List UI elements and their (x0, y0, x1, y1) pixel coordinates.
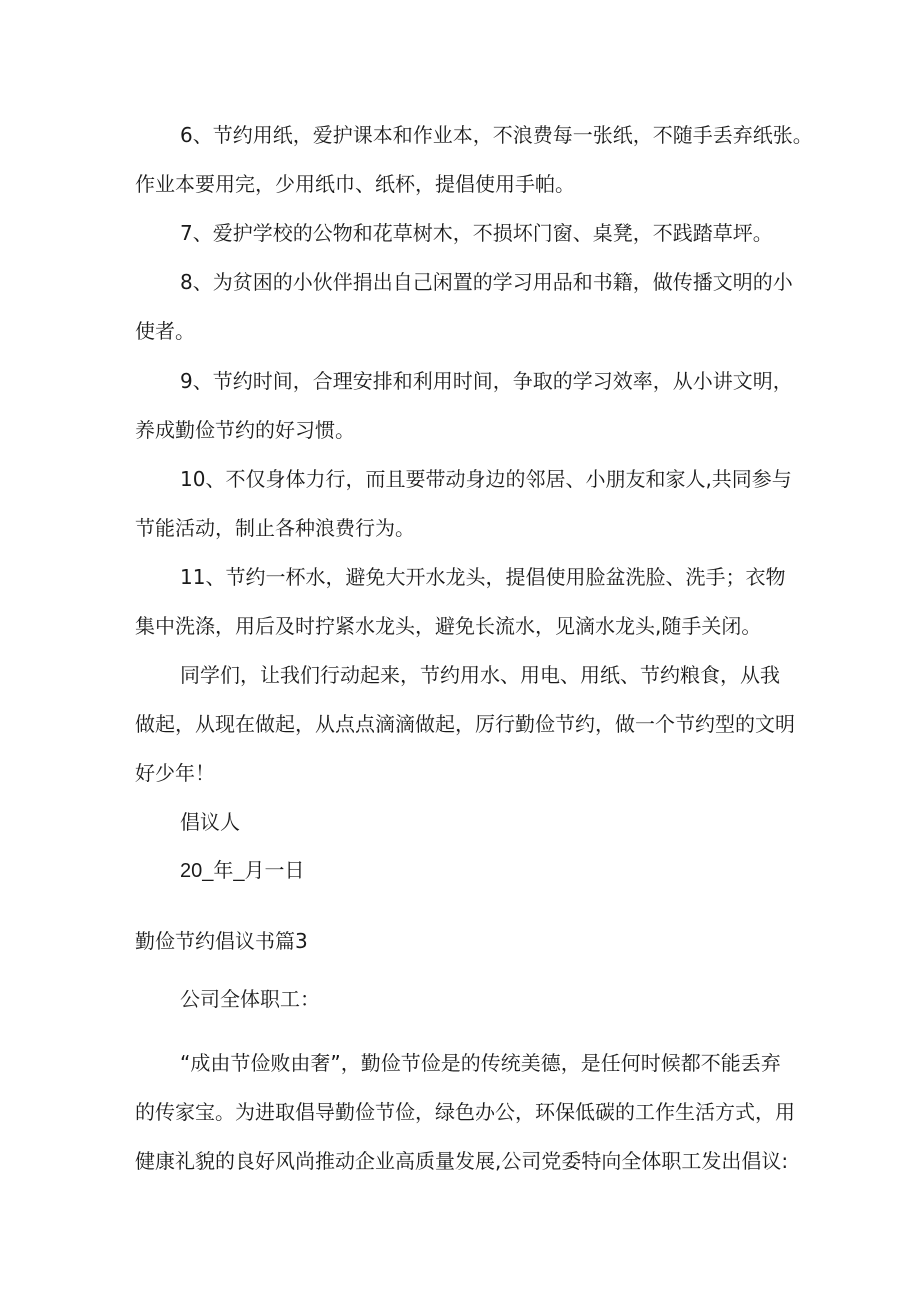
paragraph-7-line-1: 7、爱护学校的公物和花草树木，不损坏门窗、桌凳，不践踏草坪。 (180, 221, 773, 245)
date: 20_年_月一日 (180, 860, 305, 882)
signature: 倡议人 (180, 810, 240, 834)
paragraph-10-line-1: 10、不仅身体力行，而且要带动身边的邻居、小朋友和家人,共同参与 (180, 467, 792, 491)
intro-line-1: “成由节俭败由奢”，勤俭节俭是的传统美德，是任何时候都不能丢弃 (180, 1051, 781, 1075)
paragraph-10-line-2: 节能活动，制止各种浪费行为。 (135, 516, 415, 540)
closing-line-2: 做起，从现在做起，从点点滴滴做起，厉行勤俭节约，做一个节约型的文明 (135, 712, 795, 736)
paragraph-9-line-2: 养成勤俭节约的好习惯。 (135, 418, 355, 442)
paragraph-8-line-1: 8、为贫困的小伙伴捐出自己闲置的学习用品和书籍，做传播文明的小 (180, 270, 793, 294)
paragraph-6-line-1: 6、节约用纸，爱护课本和作业本，不浪费每一张纸，不随手丢弃纸张。 (180, 123, 813, 147)
paragraph-6-line-2: 作业本要用完，少用纸巾、纸杯，提倡使用手帕。 (135, 172, 575, 196)
intro-line-3: 健康礼貌的良好风尚推动企业高质量发展,公司党委特向全体职工发出倡议: (135, 1149, 789, 1173)
section-title: 勤俭节约倡议书篇3 (135, 929, 308, 953)
paragraph-8-line-2: 使者。 (135, 319, 195, 343)
paragraph-9-line-1: 9、节约时间，合理安排和利用时间，争取的学习效率，从小讲文明， (180, 369, 793, 393)
paragraph-11-line-1: 11、节约一杯水，避免大开水龙头，提倡使用脸盆洗脸、洗手；衣物 (180, 565, 786, 589)
closing-line-3: 好少年！ (135, 761, 215, 785)
salutation: 公司全体职工： (180, 987, 320, 1011)
paragraph-11-line-2: 集中洗涤，用后及时拧紧水龙头，避免长流水，见滴水龙头,随手关闭。 (135, 614, 762, 638)
closing-line-1: 同学们，让我们行动起来，节约用水、用电、用纸、节约粮食，从我 (180, 663, 780, 687)
intro-line-2: 的传家宝。为进取倡导勤俭节俭，绿色办公，环保低碳的工作生活方式，用 (135, 1100, 795, 1124)
